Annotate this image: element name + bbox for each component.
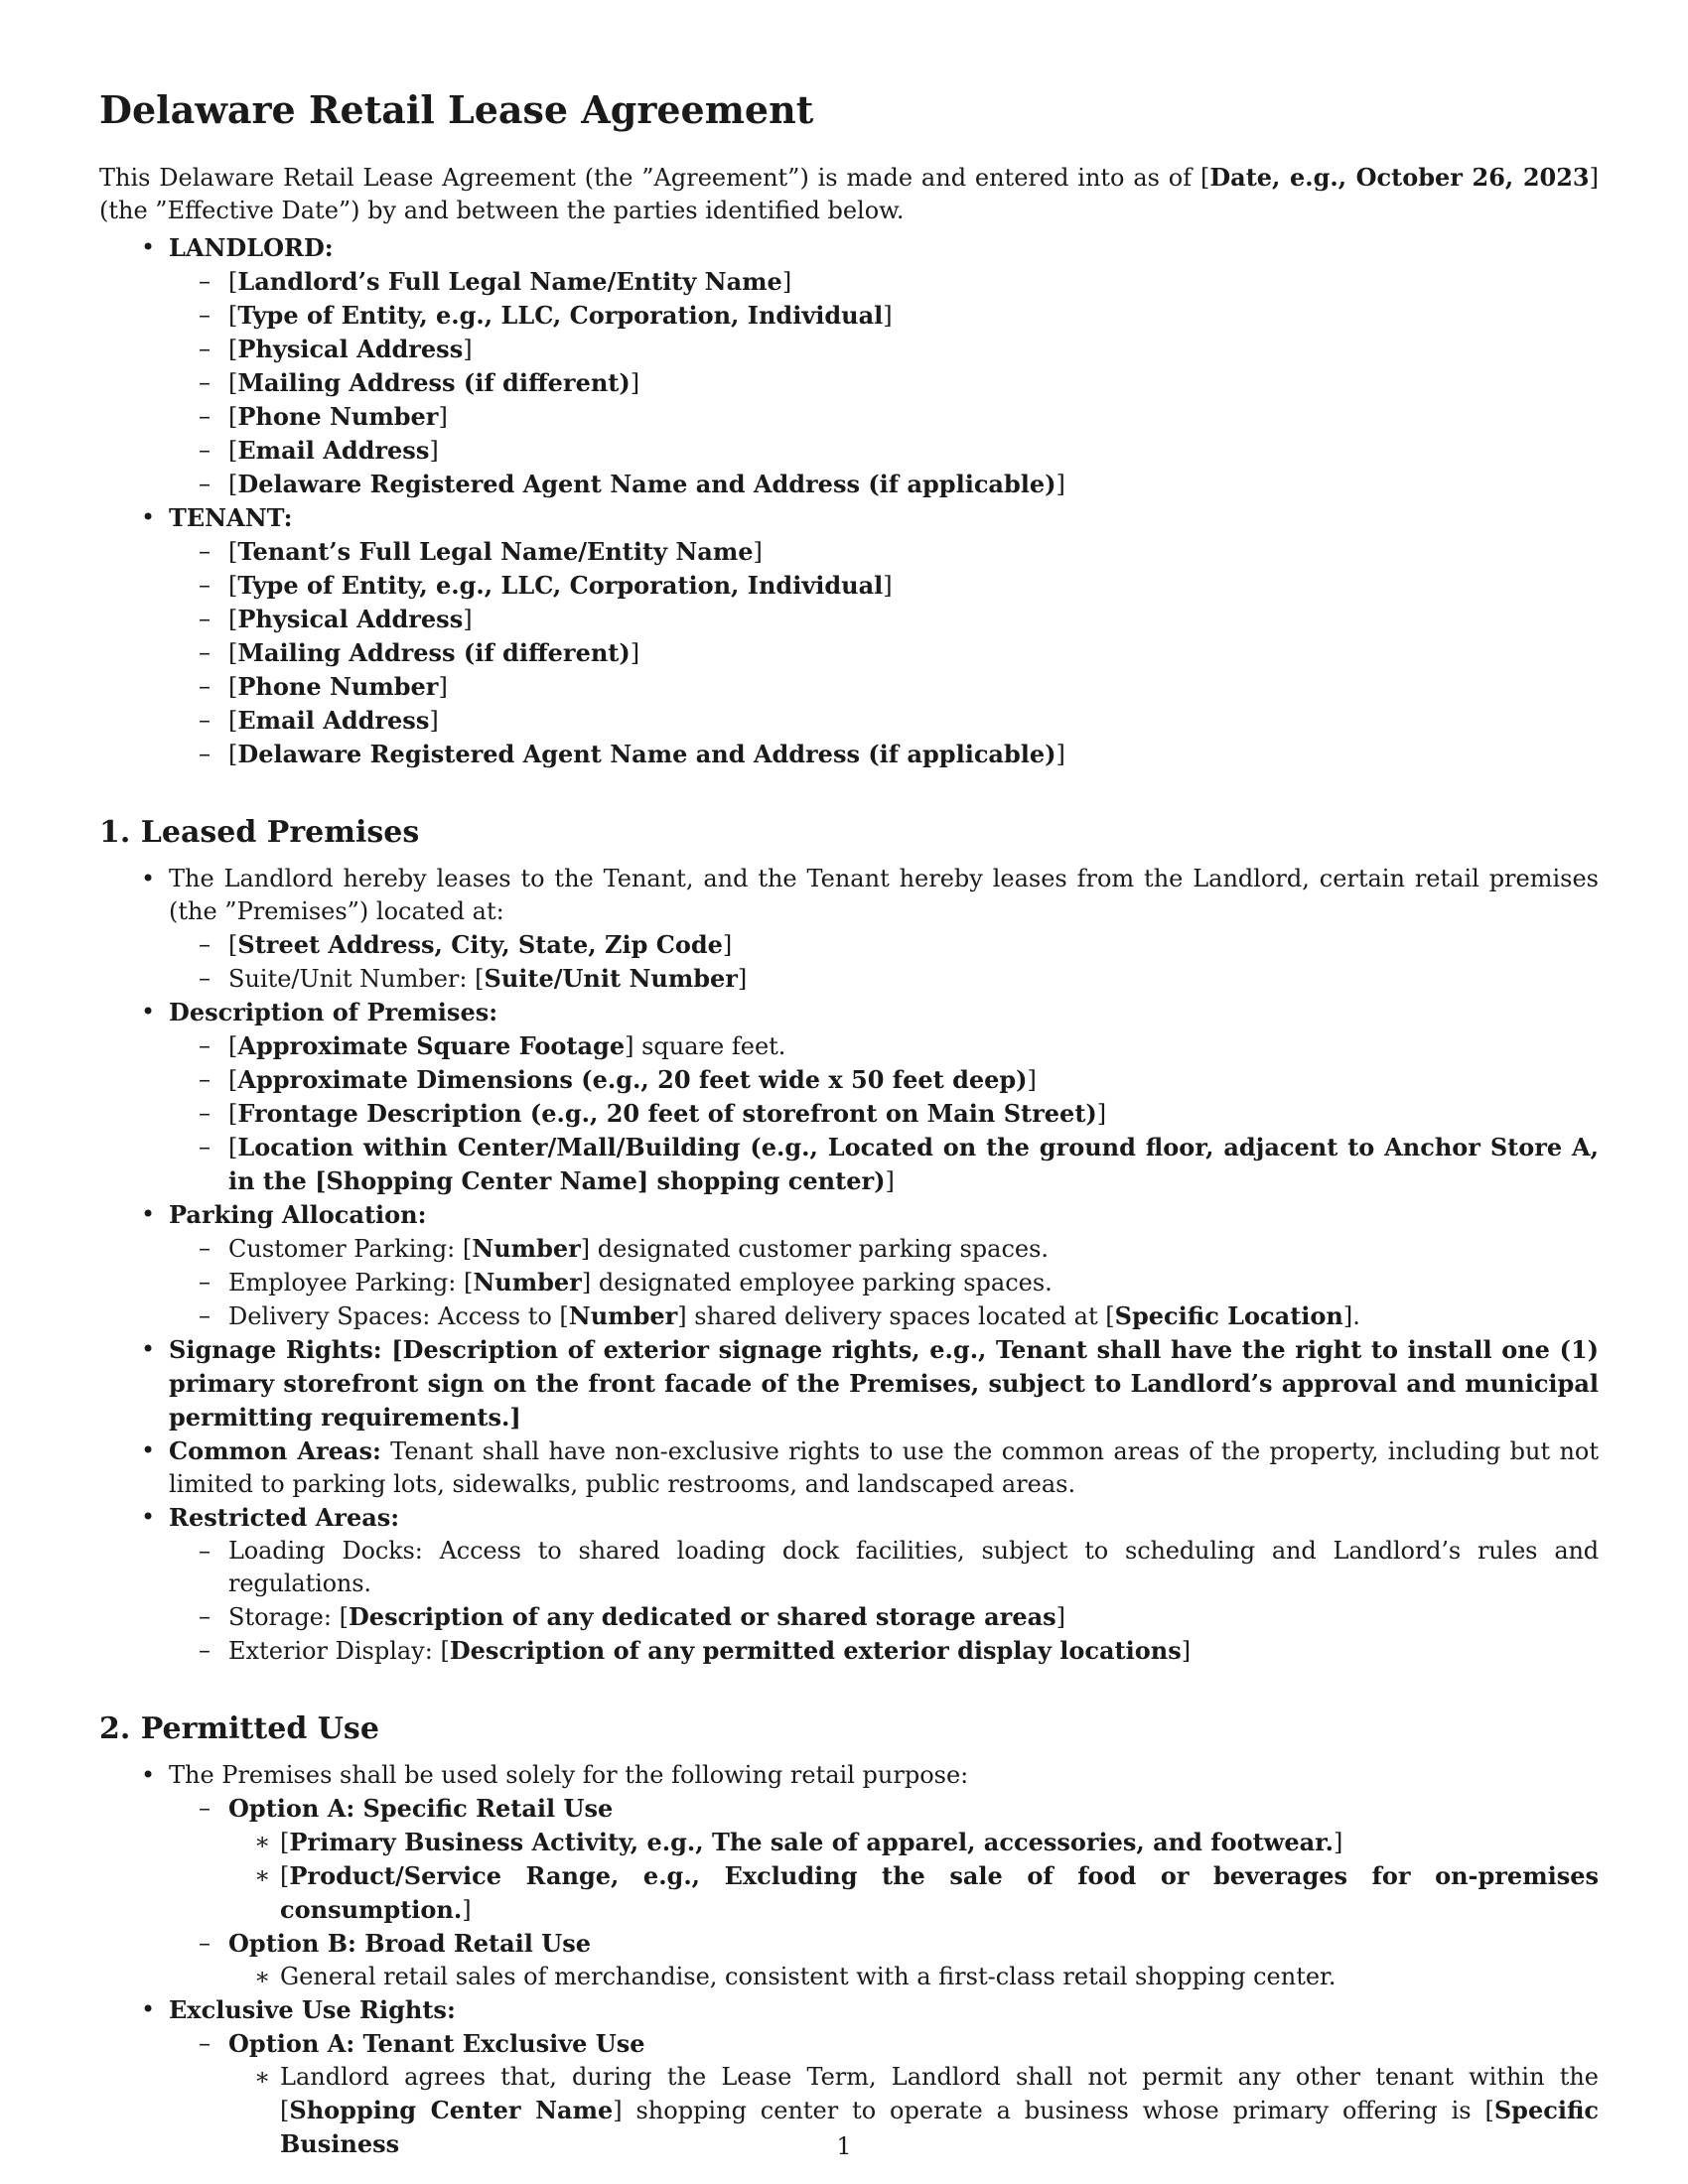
list-item: – [Mailing Address (if different)] xyxy=(169,366,1599,400)
list-item: – [Type of Entity, e.g., LLC, Corporation, Individual] xyxy=(169,299,1599,333)
section-1-list xyxy=(99,863,1599,1668)
list-item: ∗ Landlord agrees that, during the Lease Term, Landlord shall not permit any other tenant within the [Shopping Center Name] shopping center to operate a business whose primary offering is [Specific Business xyxy=(228,2061,1599,2161)
premises-location-item: • The Landlord hereby leases to the Tenant, and the Tenant hereby leases from the Landlord, certain retail premises (the ”Premises”) located at: – [Street Address, City, State, Zip Code] – Suite/Unit Number: [Suite/Unit Number] xyxy=(99,863,1599,996)
section-2-heading: 2. Permitted Use xyxy=(99,1710,379,1746)
list-item: – [Street Address, City, State, Zip Code] xyxy=(169,928,1599,962)
list-item: ∗ [Product/Service Range, e.g., Excluding the sale of food or beverages for on-premises consumption.] xyxy=(228,1859,1599,1927)
page-number: 1 xyxy=(836,2132,852,2160)
list-item: – [Mailing Address (if different)] xyxy=(169,636,1599,670)
document-page xyxy=(99,87,1599,2161)
signage-item: • Signage Rights: [Description of exterior signage rights, e.g., Tenant shall have the right to install one (1) primary storefront sign on the front facade of the Premises, subject to Landlord’s approval and municipal permitting requirements.] xyxy=(99,1333,1599,1434)
intro-paragraph: This Delaware Retail Lease Agreement (the ”Agreement”) is made and entered into as of [Date, e.g., October 26, 2023] (the ”Effective Date”) by and between the parties identified below. xyxy=(99,162,1599,224)
list-item: – [Phone Number] xyxy=(169,670,1599,704)
list-item: ∗ General retail sales of merchandise, consistent with a first-class retail shopping center. xyxy=(228,1961,1599,1993)
parking-item: • Parking Allocation: – Customer Parking: [Number] designated customer parking spaces. – Employee Parking: [Number] designated employee parking spaces. – Delivery Spaces: Access to [Number] shared delivery spaces located at [Specific Location]. xyxy=(99,1198,1599,1333)
list-item: – [Physical Address] xyxy=(169,603,1599,636)
exclusive-option-a-item: – Option A: Tenant Exclusive Use ∗ Landlord agrees that, during the Lease Term, Landlord shall not permit any other tenant within the [Shopping Center Name] shopping center to operate a business whose primary offering is [Specific Business xyxy=(169,2027,1599,2161)
list-item: – [Tenant’s Full Legal Name/Entity Name] xyxy=(169,535,1599,569)
tenant-fields xyxy=(169,535,1599,771)
section-2-list xyxy=(99,1759,1599,2161)
list-item: – Exterior Display: [Description of any permitted exterior display locations] xyxy=(169,1634,1599,1668)
parties-list xyxy=(99,231,1599,771)
list-item: – Suite/Unit Number: [Suite/Unit Number] xyxy=(169,962,1599,996)
list-item: – [Approximate Square Footage] square feet. xyxy=(169,1029,1599,1063)
retail-purpose-item: • The Premises shall be used solely for the following retail purpose: – Option A: Specific Retail Use ∗ [Primary Business Activity, e.g., The sale of apparel, accessories, and footwear.] ∗ [Product/Service Range, e.g., Excluding the sale of food or beverages for on-premises consumption.] – Option B: Broad Retail Use ∗ General retail sales of merchandise, consistent with a first-class retail shopping center. xyxy=(99,1759,1599,1993)
list-item: ∗ [Primary Business Activity, e.g., The sale of apparel, accessories, and footwear.] xyxy=(228,1826,1599,1859)
premises-description-item: • Description of Premises: – [Approximate Square Footage] square feet. – [Approximate Dimensions (e.g., 20 feet wide x 50 feet deep)] – [Frontage Description (e.g., 20 feet of storefront on Main Street)] – [Location within Center/Mall/Building (e.g., Located on the ground floor, adjacent to Anchor Store A, in the [Shopping Center Name] shopping center)] xyxy=(99,996,1599,1198)
list-item: – [Physical Address] xyxy=(169,333,1599,366)
list-item: – [Approximate Dimensions (e.g., 20 feet wide x 50 feet deep)] xyxy=(169,1063,1599,1097)
list-item: – [Delaware Registered Agent Name and Address (if applicable)] xyxy=(169,738,1599,771)
list-item: – Employee Parking: [Number] designated employee parking spaces. xyxy=(169,1266,1599,1299)
tenant-label: TENANT: xyxy=(169,502,293,532)
restricted-areas-item: • Restricted Areas: – Loading Docks: Access to shared loading dock facilities, subject to scheduling and Landlord’s rules and regulations. – Storage: [Description of any dedicated or shared storage areas] – Exterior Display: [Description of any permitted exterior display locations] xyxy=(99,1501,1599,1668)
document-title: Delaware Retail Lease Agreement xyxy=(99,87,814,132)
landlord-fields xyxy=(169,265,1599,501)
tenant-item xyxy=(99,501,1599,771)
option-b-item: – Option B: Broad Retail Use ∗ General retail sales of merchandise, consistent with a first-class retail shopping center. xyxy=(169,1927,1599,1993)
list-item: – [Email Address] xyxy=(169,434,1599,468)
list-item: – Delivery Spaces: Access to [Number] shared delivery spaces located at [Specific Location]. xyxy=(169,1299,1599,1333)
list-item: – [Type of Entity, e.g., LLC, Corporation, Individual] xyxy=(169,569,1599,603)
effective-date-placeholder: Date, e.g., October 26, 2023 xyxy=(1209,162,1590,192)
list-item: – [Email Address] xyxy=(169,704,1599,738)
list-item: – [Delaware Registered Agent Name and Address (if applicable)] xyxy=(169,468,1599,501)
landlord-item xyxy=(99,231,1599,501)
list-item: – Storage: [Description of any dedicated or shared storage areas] xyxy=(169,1600,1599,1634)
option-a-item: – Option A: Specific Retail Use ∗ [Primary Business Activity, e.g., The sale of apparel, accessories, and footwear.] ∗ [Product/Service Range, e.g., Excluding the sale of food or beverages for on-premises consumption.] xyxy=(169,1792,1599,1927)
exclusive-use-item: • Exclusive Use Rights: – Option A: Tenant Exclusive Use ∗ Landlord agrees that, during the Lease Term, Landlord shall not permit any other tenant within the [Shopping Center Name] shopping center to operate a business whose primary offering is [Specific Business xyxy=(99,1993,1599,2161)
section-1-heading: 1. Leased Premises xyxy=(99,814,420,850)
list-item: – [Landlord’s Full Legal Name/Entity Name] xyxy=(169,265,1599,299)
landlord-label: LANDLORD: xyxy=(169,232,334,262)
list-item: – [Phone Number] xyxy=(169,400,1599,434)
list-item: – Customer Parking: [Number] designated customer parking spaces. xyxy=(169,1232,1599,1266)
common-areas-item: • Common Areas: Tenant shall have non-exclusive rights to use the common areas of the property, including but not limited to parking lots, sidewalks, public restrooms, and landscaped areas. xyxy=(99,1434,1599,1501)
list-item: – [Frontage Description (e.g., 20 feet of storefront on Main Street)] xyxy=(169,1097,1599,1131)
list-item: – Loading Docks: Access to shared loading dock facilities, subject to scheduling and Landlord’s rules and regulations. xyxy=(169,1535,1599,1600)
list-item: – [Location within Center/Mall/Building (e.g., Located on the ground floor, adjacent to Anchor Store A, in the [Shopping Center Name] shopping center)] xyxy=(169,1131,1599,1198)
